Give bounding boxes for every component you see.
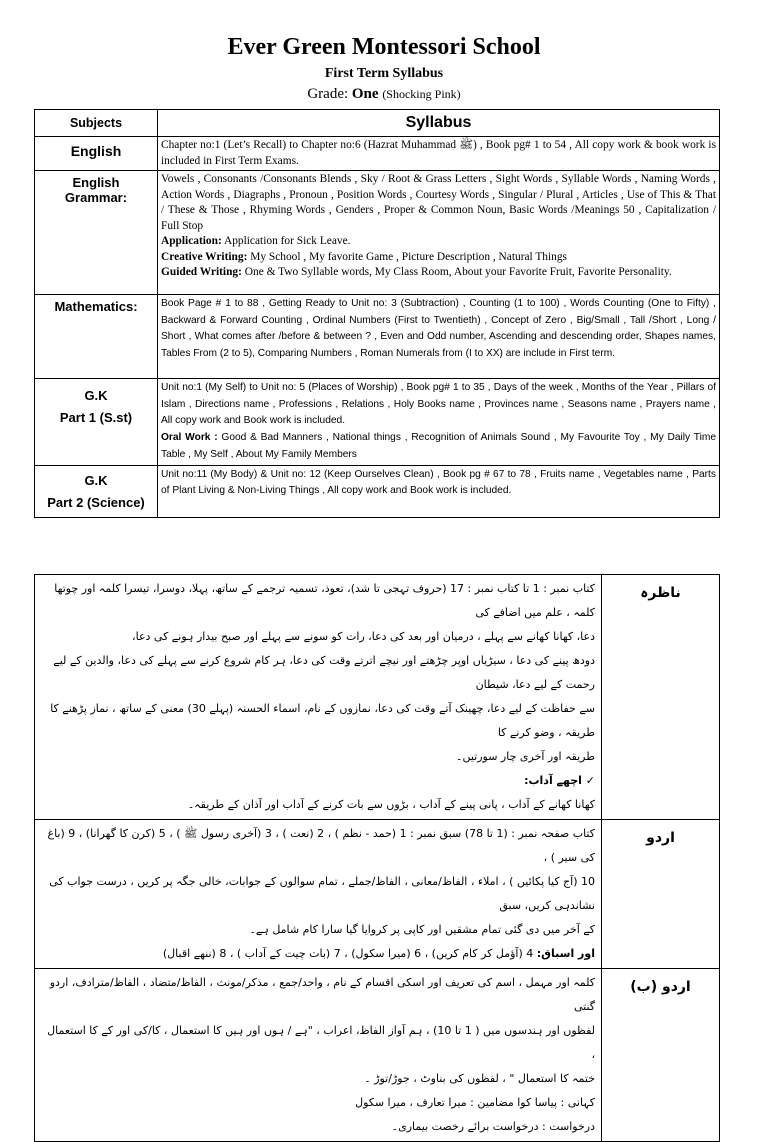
urdu-syllabus-table <box>34 574 720 1142</box>
gk1-topics: Unit no:1 (My Self) to Unit no: 5 (Places of Worship) , Book pg# 1 to 35 , Days of the week , Months of the Year , Pillars of Islam , Directions name , Professions , Relations , Holy Books name , Provinces name , Seasons name , Prayers name , All copy work and Book work is included. <box>161 382 716 427</box>
subject-gk1-line2: Part 1 (S.st) <box>59 410 133 425</box>
urdu1-ishaq <box>41 942 595 966</box>
ishaq-text: 4 (آؤمل کر کام کریں) ، 6 (میرا سکول) ، 7 (بات چیت کے آداب ) ، 8 (ننھے اقبال) <box>162 947 537 960</box>
urdu2-content <box>35 969 602 1142</box>
guided-label: Guided Writing: <box>161 266 242 278</box>
subject-gk1 <box>35 379 158 466</box>
adaab-text: کھانا کھانے کے آداب ، پانی پینے کے آداب ، بڑوں سے بات کرنے کے آداب اور آذان کے طریقہ۔ <box>187 798 595 811</box>
subject-gk1-line1: G.K <box>84 388 108 403</box>
guided-text: One & Two Syllable words, My Class Room, About your Favorite Fruit, Favorite Personality. <box>241 266 672 278</box>
term-title: First Term Syllabus <box>324 66 444 81</box>
grade-value: One <box>351 86 379 102</box>
oral-text: Good & Bad Manners , National things , Recognition of Animals Sound , My Favourite Toy , My Daily Time Table , My Self , About My Family Members <box>161 432 716 460</box>
subject-english: English <box>35 137 158 171</box>
oral-label: Oral Work : <box>161 432 218 444</box>
syllabus-gk2: Unit no:11 (My Body) & Unit no: 12 (Keep Ourselves Clean) , Book pg # 67 to 78 , Fruits name , Vegetables name , Parts of Plant Living & Non-Living Things , All copy work and Book work is included. <box>158 465 720 517</box>
subject-urdu2: اردو (ب) <box>602 969 720 1142</box>
syllabus-gk1 <box>158 379 720 466</box>
urdu-row-urdu2 <box>35 969 720 1142</box>
subject-math: Mathematics: <box>35 295 158 379</box>
syllabus-header: Syllabus <box>158 110 720 137</box>
creative-label: Creative Writing: <box>161 250 248 263</box>
urdu2-line1: کلمہ اور مہمل ، اسم کی تعریف اور اسکی اقسام کے نام ، واحد/جمع ، مذکر/مونث ، الفاظ/متضاد ، الفاظ/مترادف، اردو گنتی <box>49 976 595 1013</box>
gk1-oral <box>161 430 716 463</box>
table-row-math <box>35 295 720 379</box>
grammar-guided <box>161 265 716 281</box>
table-row-gk1 <box>35 379 720 466</box>
table-header-row <box>35 110 720 137</box>
syllabus-table <box>34 109 720 518</box>
syllabus-grammar <box>158 171 720 295</box>
application-text: Application for Sick Leave. <box>221 235 351 247</box>
subject-grammar-line2: Grammar: <box>64 190 128 205</box>
subject-nazra: ناظرہ <box>602 575 720 820</box>
subject-grammar-line1: English <box>72 175 120 190</box>
nazra-line2: دعا، کھانا کھانے سے پہلے ، درمیان اور بعد کی دعا، رات کو سونے سے پہلے اور صبح بیدار ہونے کی دعا، <box>132 630 595 643</box>
urdu1-line2: 10 (آج کیا پکائیں ) ، املاء ، الفاظ/معانی ، الفاظ/جملے ، تمام سوالوں کے جوابات، خالی جگہ پر کریں ، درست جواب کی نشاندہی کریں، سبق <box>49 875 595 912</box>
urdu2-line4: کہانی : پیاسا کوا مضامین : میرا تعارف ، میرا سکول <box>355 1096 595 1109</box>
table-row-grammar <box>35 171 720 295</box>
nazra-content <box>35 575 602 820</box>
creative-text: My School , My favorite Game , Picture Description , Natural Things <box>247 250 567 263</box>
nazra-line5: طریقہ اور آخری چار سورتیں۔ <box>456 750 595 763</box>
ishaq-label: اور اسباق: <box>536 947 595 960</box>
subject-gk2-line1: G.K <box>84 472 108 488</box>
urdu-row-nazra <box>35 575 720 820</box>
subject-gk2 <box>35 465 158 517</box>
grammar-creative <box>161 250 716 266</box>
school-name: Ever Green Montessori School <box>227 34 541 60</box>
urdu2-line2: لفظوں اور ہندسوں میں ( 1 تا 10) ، ہم آواز الفاظ، اعراب ، "ہے / ہوں اور ہیں کا استعمال ، کا/کی اور کے کا استعمال ، <box>47 1024 595 1061</box>
table-row-english <box>35 137 720 171</box>
urdu1-line1: کتاب صفحہ نمبر : (1 تا 78) سبق نمبر : 1 (حمد - نظم ) ، 2 (نعت ) ، 3 (آخری رسول ﷺ ) ، 5 (کرن کا گھرانا) ، 9 (باغ کی سیر ) ، <box>47 827 595 864</box>
adaab-label: ✓ اچھے آداب: <box>524 774 595 787</box>
subject-urdu1: اردو <box>602 820 720 969</box>
urdu-row-urdu1 <box>35 820 720 969</box>
urdu2-line5: درخواست : درخواست برائے رخصت بیماری۔ <box>391 1120 595 1133</box>
grade-color: (Shocking Pink) <box>382 87 461 101</box>
nazra-line3: دودھ پینے کی دعا ، سیڑیاں اوپر چڑھتے اور نیچے اترتے وقت کی دعا، ہر کام شروع کرنے سے پہلے کی دعا، والدین کے لیے رحمت کے لیے دعا، شیطان <box>53 654 595 691</box>
subject-gk2-line2: Part 2 (Science) <box>47 494 145 510</box>
grammar-topics: Vowels , Consonants /Consonants Blends , Sky / Root & Grass Letters , Sight Words , Syllable Words , Naming Words , Action Words , Diagraphs , Pronoun , Position Words , Courtesy Words , Singular / Plural , Articles , Use of This & That / These & Those , Rhyming Words , Genders , Proper & Common Noun, Basic Words /Meanings 50 , Capitalization / Full Stop <box>161 173 716 232</box>
syllabus-english: Chapter no:1 (Let’s Recall) to Chapter no:6 (Hazrat Muhammad ﷺ) , Book pg# 1 to 54 , All copy work & book work is included in First Term Exams. <box>158 137 720 171</box>
urdu1-line3: کے آخر میں دی گئی تمام مشقیں اور کاپی پر کروایا گیا سارا کام شامل ہے۔ <box>249 923 595 936</box>
subject-grammar <box>35 171 158 295</box>
grade-label: Grade: <box>307 86 349 102</box>
subjects-header: Subjects <box>35 110 158 137</box>
syllabus-math: Book Page # 1 to 88 , Getting Ready to Unit no: 3 (Subtraction) , Counting (1 to 100) , Words Counting (One to Fifty) , Backward & Forward Counting , Ordinal Numbers (First to Twentieth) , Concept of Zero , Big/Small , Tall /Short , Long / Short , What comes after /before & between ? , Even and Odd number, Ascending and descending order, Shapes names, Tables From (2 to 5), Comparing Numbers , Roman Numerals from (I to XX) are include in First term. <box>158 295 720 379</box>
nazra-line1: کتاب نمبر : 1 تا کتاب نمبر : 17 (حروف تہجی تا شد)، تعوذ، تسمیہ ترجمے کے ساتھ، پہلا، دوسرا، تیسرا کلمہ اور چوتھا کلمہ ، علم میں اضافے کی <box>54 582 595 619</box>
nazra-line4: سے حفاظت کے لیے دعا، چھینک آتے وقت کی دعا، نمازوں کے نام، اسماء الحسنہ (پہلے 30) معنی کے ساتھ ، نماز پڑھنے کا طریقہ ، وضو کرنے کا <box>50 702 595 739</box>
grammar-application <box>161 234 716 250</box>
urdu2-line3: ختمہ کا استعمال " ، لفظوں کی بناوٹ ، جوڑ/توڑ ۔ <box>364 1072 595 1085</box>
table-row-gk2 <box>35 465 720 517</box>
grade-line <box>0 86 768 103</box>
application-label: Application: <box>161 235 222 247</box>
urdu1-content <box>35 820 602 969</box>
